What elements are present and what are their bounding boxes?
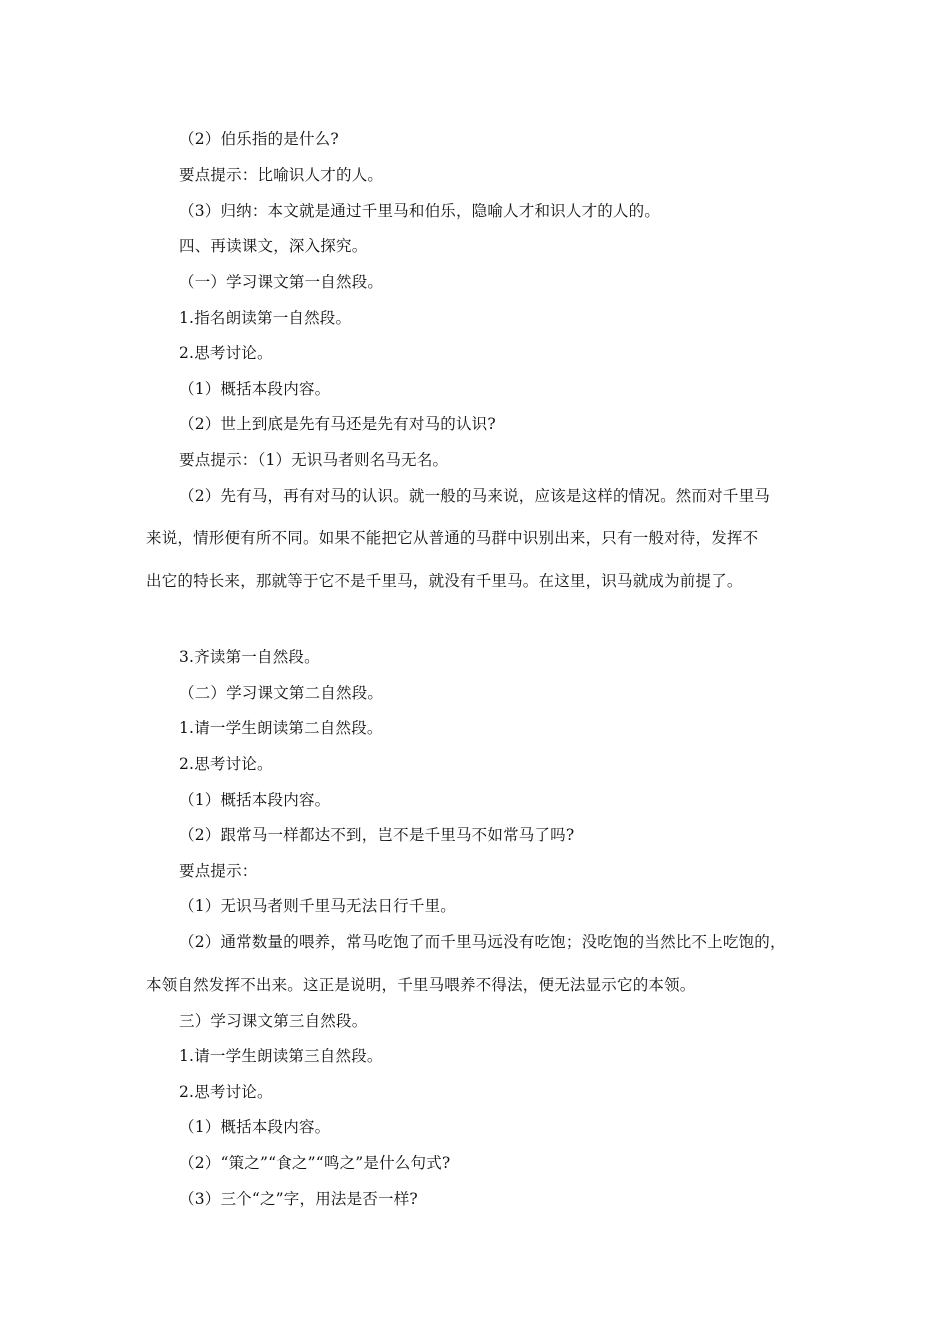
- text-line: 三）学习课文第三自然段。: [179, 1012, 368, 1030]
- text-line: （一）学习课文第一自然段。: [179, 273, 384, 291]
- text-line: 1.指名朗读第一自然段。: [179, 309, 352, 327]
- text-line: （二）学习课文第二自然段。: [179, 684, 384, 702]
- text-line: 要点提示：: [179, 862, 258, 880]
- text-line: （2）通常数量的喂养，常马吃饱了而千里马远没有吃饱；没吃饱的当然比不上吃饱的，: [179, 933, 786, 951]
- text-line: （1）概括本段内容。: [179, 380, 331, 398]
- text-line: 要点提示：（1）无识马者则名马无名。: [179, 451, 449, 469]
- text-line: 2.思考讨论。: [179, 1083, 273, 1101]
- text-line: （2）伯乐指的是什么?: [179, 130, 339, 148]
- text-line: 四、再读课文，深入探究。: [179, 237, 368, 255]
- text-line: 2.思考讨论。: [179, 755, 273, 773]
- text-line: 1.请一学生朗读第三自然段。: [179, 1047, 383, 1065]
- text-line: （3）归纳：本文就是通过千里马和伯乐，隐喻人才和识人才的人的。: [179, 202, 661, 220]
- text-line: （2）先有马，再有对马的认识。就一般的马来说，应该是这样的情况。然而对千里马: [179, 487, 770, 505]
- text-line: （2）世上到底是先有马还是先有对马的认识?: [179, 415, 496, 433]
- text-line: （2）“策之”“食之”“鸣之”是什么句式?: [179, 1154, 451, 1172]
- text-line: 本领自然发挥不出来。这正是说明，千里马喂养不得法，便无法显示它的本领。: [146, 976, 696, 994]
- text-line: 3.齐读第一自然段。: [179, 648, 320, 666]
- text-line: （1）无识马者则千里马无法日行千里。: [179, 897, 456, 915]
- text-line: （1）概括本段内容。: [179, 791, 331, 809]
- text-line: 1.请一学生朗读第二自然段。: [179, 719, 383, 737]
- text-line: （1）概括本段内容。: [179, 1118, 331, 1136]
- text-line: 要点提示：比喻识人才的人。: [179, 166, 384, 184]
- text-line: （2）跟常马一样都达不到，岂不是千里马不如常马了吗?: [179, 826, 575, 844]
- text-line: 出它的特长来，那就等于它不是千里马，就没有千里马。在这里，识马就成为前提了。: [146, 572, 743, 590]
- text-line: 来说，情形便有所不同。如果不能把它从普通的马群中识别出来，只有一般对待，发挥不: [146, 529, 759, 547]
- text-line: （3）三个“之”字，用法是否一样?: [179, 1190, 418, 1208]
- text-line: 2.思考讨论。: [179, 344, 273, 362]
